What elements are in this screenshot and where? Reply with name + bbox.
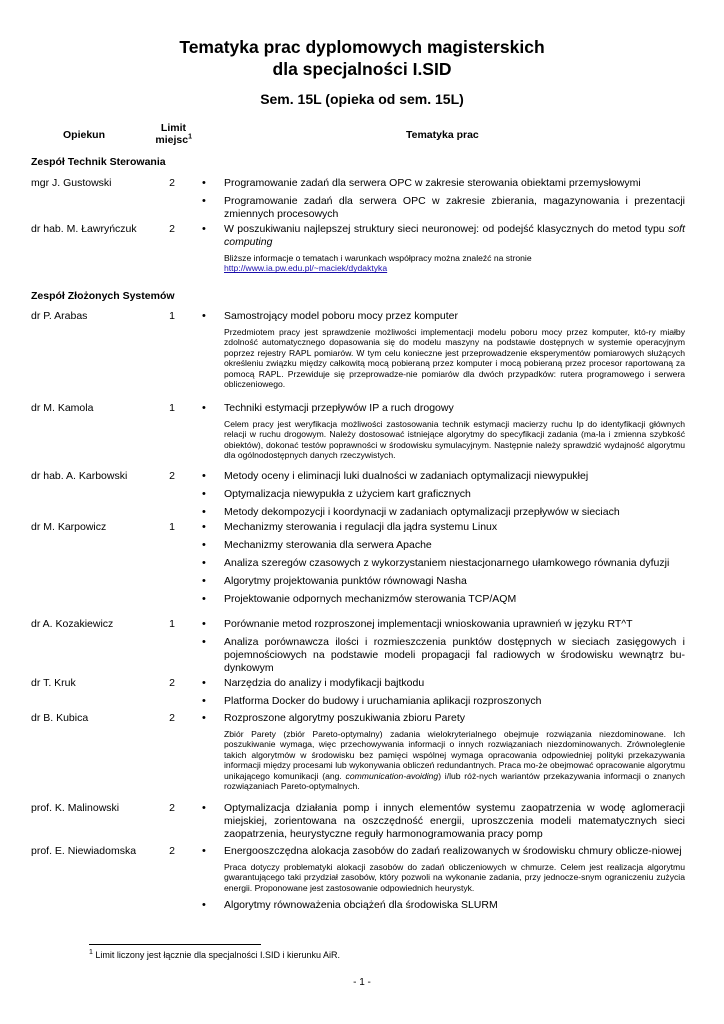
topic-item: [202, 223, 685, 249]
supervisor-name: dr A. Kozakiewicz: [31, 618, 114, 630]
supervisor-name: dr P. Arabas: [31, 310, 88, 322]
supervisor-name: dr hab. A. Karbowski: [31, 470, 128, 482]
supervisor-name: dr T. Kruk: [31, 677, 76, 689]
topic-item: • Techniki estymacji przepływów IP a ruch drogowy: [202, 402, 685, 415]
topic-description: Celem pracy jest weryfikacja możliwości zastosowania technik estymacji macierzy ruchu Ip do identyfikacji głównych relacji w ruchu drogowym. Należy dostosować istniejące algorytmy do specyfikacji zadania (ma-la i zmienna szybkość obiektów), dokonać testów poprawności w środowisku symulacyjnym. Następnie należy sprawdzić wydajność algorytmu dla ogólnodostępnych danych rzeczywistych.: [224, 419, 685, 461]
footnote: [89, 950, 340, 960]
footnote-mark: 1: [188, 133, 192, 141]
supervisor-name: dr B. Kubica: [31, 712, 89, 724]
page-title: [0, 36, 724, 80]
column-header-supervisor: Opiekun: [63, 129, 106, 141]
topic-description: Praca dotyczy problematyki alokacji zasobów do zadań obliczeniowych w chmurze. Celem jest realizacja algorytmu gwarantującego taki przydział zasobów, który pozwoli na wykonanie zadania, przy jednocze-snym ograniczeniu zużycia energii. Proponowane jest zastosowanie odpowiednich heurystyk.: [224, 862, 685, 893]
section-heading-tsc: Zespół Technik Sterowania: [31, 156, 166, 168]
topic-item: • Narzędzia do analizy i modyfikacji bajtkodu: [202, 677, 685, 690]
footnote-text: Limit liczony jest łącznie dla specjalności I.SID i kierunku AiR.: [92, 950, 341, 960]
supervisor-name: prof. K. Malinowski: [31, 802, 120, 814]
limit-value: 1: [169, 402, 175, 414]
topic-item: • Analiza porównawcza ilości i rozmieszczenia punktów dostępnych w sieciach zasięgowych i pojemnościowych na podstawie modeli propagacji fal radiowych w środowisku wewnątrz bu-dynkowym: [202, 636, 685, 675]
limit-value: 1: [169, 618, 175, 630]
topic-description: Przedmiotem pracy jest sprawdzenie możliwości implementacji modelu poboru mocy przez komputer, któ-ry miałby zdolność automatycznego dopasowania się do modelu maszyny na podstawie dostępnych w systemie operacyjnym poprzez rejestry RAPL pomiarów. W tym celu konieczne jest przeprowadzenie eksperymentów pomiarowych służących określeniu związku między całkowitą mocą pobieraną przez komputer i mocą pobieraną przez procesor raportowaną za pomocą RAPL. Przewiduje się przeprowadze-nie pomiarów dla dwóch przypadków: rutera programowego i serwera obliczeniowego.: [224, 327, 685, 390]
topic-item: • Samostrojący model poboru mocy przez komputer: [202, 310, 685, 323]
footnote-number: 1: [89, 949, 93, 956]
limit-value: 1: [169, 521, 175, 533]
topic-item: • Analiza szeregów czasowych z wykorzystaniem niestacjonarnego ułamkowego równania dyfuzji: [202, 557, 685, 570]
topic-item: • Metody dekompozycji i koordynacji w zadaniach optymalizacji przepływów w sieciach: [202, 506, 685, 519]
topic-item: • Programowanie zadań dla serwera OPC w zakresie sterowania obiektami przemysłowymi: [202, 177, 685, 190]
limit-value: 2: [169, 712, 175, 724]
supervisor-name: mgr J. Gustowski: [31, 177, 112, 189]
topic-item: • Mechanizmy sterowania dla serwera Apache: [202, 539, 685, 552]
supervisor-name: dr hab. M. Ławryńczuk: [31, 223, 137, 235]
column-header-limit: [150, 122, 192, 146]
limit-value: 2: [169, 677, 175, 689]
page-number: - 1 -: [353, 977, 371, 988]
info-note-text: Bliższe informacje o tematach i warunkach współpracy można znaleźć na stronie: [224, 253, 532, 263]
title-line-2: dla specjalności I.SID: [272, 59, 452, 79]
title-line-1: Tematyka prac dyplomowych magisterskich: [179, 37, 545, 57]
info-note: [202, 253, 685, 274]
limit-value: 2: [169, 470, 175, 482]
topic-text: W poszukiwaniu najlepszej struktury sieci neuronowej: od podejść klasycznych do metod typu: [224, 223, 669, 235]
supervisor-name: prof. E. Niewiadomska: [31, 845, 137, 857]
topic-item: • Programowanie zadań dla serwera OPC w zakresie zbierania, magazynowania i prezentacji zmiennych procesowych: [202, 195, 685, 221]
topic-item: • Algorytmy równoważenia obciążeń dla środowiska SLURM: [202, 899, 685, 912]
limit-value: 2: [169, 223, 175, 235]
topic-item: • Porównanie metod rozproszonej implementacji wnioskowania uprawnień w języku RT^T: [202, 618, 685, 631]
topic-item: • Algorytmy projektowania punktów równowagi Nasha: [202, 575, 685, 588]
topic-description: Zbiór Parety (zbiór Pareto-optymalny) zadania wielokryterialnego obejmuje rozwiązania niezdominowane. Ich poszukiwanie wymaga, więc przechowywania informacji o innych rozwiązaniach niezdominowanych. Zrównoleglenie takich algorytmów w środowisku bez pamięci wspólnej wymaga opracowania odpowiedniej polityki przekazywania informacji między procesami lub wykonywania obliczeń redundantnych. Praca mo-że obejmować opracowanie algorytmu unikającego komunikacji (ang. communication-avoiding) i/lub róż-nych wariantów przekazywania informacji o znanych rozwiązaniach Pareto-optymalnych.: [224, 729, 685, 792]
limit-value: 2: [169, 845, 175, 857]
topic-text-italic: soft computing: [224, 223, 685, 248]
limit-value: 2: [169, 802, 175, 814]
topic-item: • Mechanizmy sterowania i regulacji dla jądra systemu Linux: [202, 521, 685, 534]
supervisor-name: dr M. Kamola: [31, 402, 94, 414]
limit-header-line-2: miejsc: [155, 134, 189, 146]
topic-item: • Projektowanie odpornych mechanizmów sterowania TCP/AQM: [202, 593, 685, 606]
supervisor-name: dr M. Karpowicz: [31, 521, 107, 533]
topic-item: • Metody oceny i eliminacji luki dualności w zadaniach optymalizacji niewypukłej: [202, 470, 685, 483]
topic-item: • Rozproszone algorytmy poszukiwania zbioru Parety: [202, 712, 685, 725]
topic-item: • Platforma Docker do budowy i uruchamiania aplikacji rozproszonych: [202, 695, 685, 708]
dydaktyka-link[interactable]: http://www.ia.pw.edu.pl/~maciek/dydaktyka: [224, 263, 388, 274]
page-subtitle: Sem. 15L (opieka od sem. 15L): [260, 91, 464, 107]
topic-item: • Optymalizacja działania pomp i innych elementów systemu zaopatrzenia w wodę aglomeracji miejskiej, zorientowana na oszczędność energii, uproszczenia modeli matematycznych sieci zaopatrzenia, heurystyczne reguły harmonogramowania pracy pomp: [202, 802, 685, 841]
section-heading-zsz: Zespół Złożonych Systemów: [31, 290, 175, 302]
limit-header-line-1: Limit: [160, 122, 186, 134]
column-header-topics: Tematyka prac: [406, 129, 479, 141]
limit-value: 2: [169, 177, 175, 189]
topic-item: • Optymalizacja niewypukła z użyciem kart graficznych: [202, 488, 685, 501]
topic-item: • Energooszczędna alokacja zasobów do zadań realizowanych w środowisku chmury oblicze-niowej: [202, 845, 685, 858]
footnote-divider: [89, 944, 261, 945]
limit-value: 1: [169, 310, 175, 322]
